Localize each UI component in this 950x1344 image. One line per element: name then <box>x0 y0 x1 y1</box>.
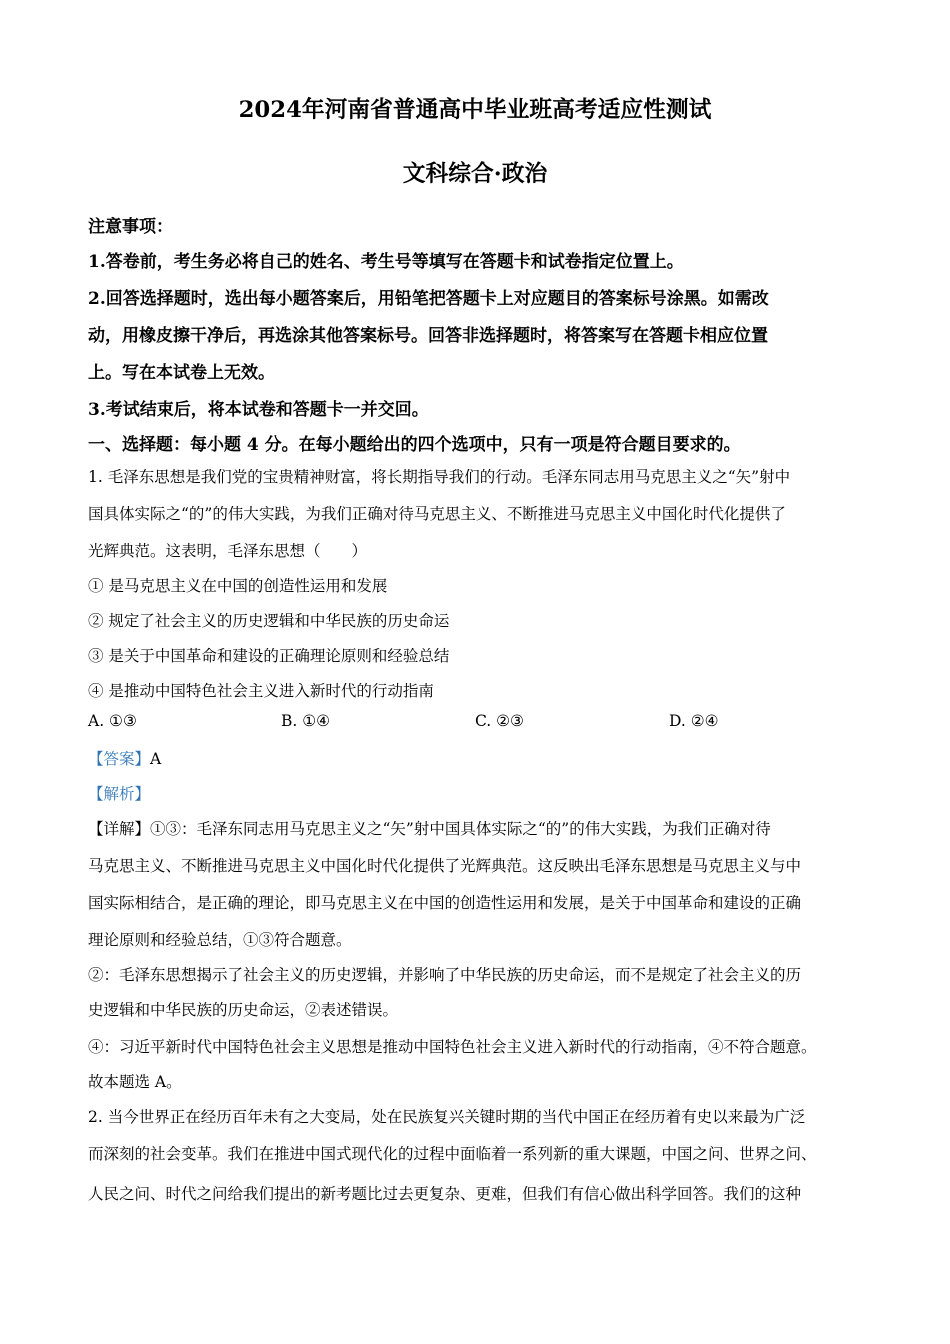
q1-detail-line-2: 马克思主义、不断推进马克思主义中国化时代化提供了光辉典范。这反映出毛泽东思想是马克思主义与中 <box>88 857 802 875</box>
q2-stem-line-2: 而深刻的社会变革。我们在推进中国式现代化的过程中面临着一系列新的重大课题，中国之问、世界之问、 <box>88 1145 817 1163</box>
exam-subtitle: 文科综合·政治 <box>402 161 548 187</box>
q1-detail-line-4: 理论原则和经验总结，①③符合题意。 <box>88 931 352 949</box>
exam-title: 2024年河南省普通高中毕业班高考适应性测试 <box>238 97 712 123</box>
q1-stem-line-3: 光辉典范。这表明，毛泽东思想（ ） <box>88 542 368 560</box>
q2-stem-line-1: 2. 当今世界正在经历百年未有之大变局，处在民族复兴关键时期的当代中国正在经历着有史以来最为广泛 <box>88 1108 806 1126</box>
q1-stem-line-1: 1. 毛泽东思想是我们党的宝贵精神财富，将长期指导我们的行动。毛泽东同志用马克思主义之“矢”射中 <box>88 468 791 486</box>
q1-option-b: B. ①④ <box>281 712 331 730</box>
notice-item-2-line-2: 动，用橡皮擦干净后，再选涂其他答案标号。回答非选择题时，将答案写在答题卡相应位置 <box>88 326 768 346</box>
q1-statement-2: ② 规定了社会主义的历史逻辑和中华民族的历史命运 <box>88 612 450 630</box>
q1-detail-line-7: ④：习近平新时代中国特色社会主义思想是推动中国特色社会主义进入新时代的行动指南，④不符合题意。 <box>88 1038 817 1056</box>
notice-heading: 注意事项： <box>88 217 173 237</box>
q1-detail-line-6: 史逻辑和中华民族的历史命运，②表述错误。 <box>88 1001 399 1019</box>
q1-detail-line-3: 国实际相结合，是正确的理论，即马克思主义在中国的创造性运用和发展，是关于中国革命和建设的正确 <box>88 894 802 912</box>
analysis-tag: 【解析】 <box>88 785 151 803</box>
q1-option-a: A. ①③ <box>88 712 137 730</box>
notice-item-2-line-3: 上。写在本试卷上无效。 <box>88 363 275 383</box>
answer-tag: 【答案】 <box>88 750 151 768</box>
section-heading: 一、选择题：每小题 4 分。在每小题给出的四个选项中，只有一项是符合题目要求的。 <box>88 435 741 455</box>
q1-option-d: D. ②④ <box>669 712 719 730</box>
q1-statement-3: ③ 是关于中国革命和建设的正确理论原则和经验总结 <box>88 647 450 665</box>
q1-stem-line-2: 国具体实际之“的”的伟大实践，为我们正确对待马克思主义、不断推进马克思主义中国化时代化提供了 <box>88 505 786 523</box>
q1-statement-4: ④ 是推动中国特色社会主义进入新时代的行动指南 <box>88 682 434 700</box>
notice-item-2-line-1: 2.回答选择题时，选出每小题答案后，用铅笔把答题卡上对应题目的答案标号涂黑。如需改 <box>88 289 769 309</box>
q1-option-c: C. ②③ <box>475 712 524 730</box>
q1-detail-line-8: 故本题选 A。 <box>88 1073 182 1091</box>
notice-item-3: 3.考试结束后，将本试卷和答题卡一并交回。 <box>88 400 429 420</box>
notice-item-1: 1.答卷前，考生务必将自己的姓名、考生号等填写在答题卡和试卷指定位置上。 <box>88 252 684 272</box>
q1-answer-line <box>88 747 161 769</box>
q1-statement-1: ① 是马克思主义在中国的创造性运用和发展 <box>88 577 388 595</box>
q1-detail-line-5: ②：毛泽东思想揭示了社会主义的历史逻辑，并影响了中华民族的历史命运，而不是规定了社会主义的历 <box>88 966 802 984</box>
answer-value: A <box>150 750 162 768</box>
q2-stem-line-3: 人民之问、时代之问给我们提出的新考题比过去更复杂、更难，但我们有信心做出科学回答。我们的这种 <box>88 1185 802 1203</box>
q1-detail-line-1: 【详解】①③：毛泽东同志用马克思主义之“矢”射中国具体实际之“的”的伟大实践，为我们正确对待 <box>88 820 771 838</box>
